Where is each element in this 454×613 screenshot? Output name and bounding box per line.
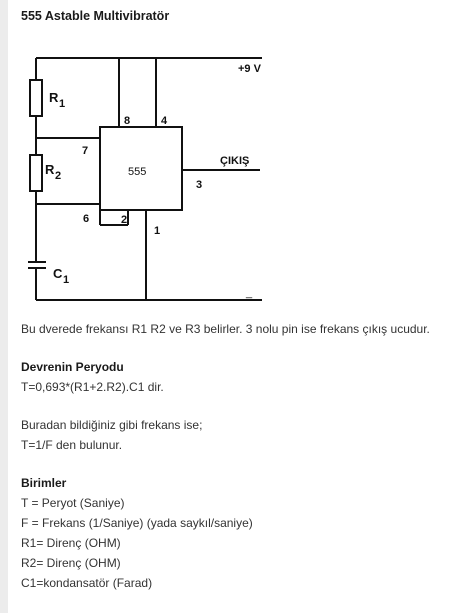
circuit-schematic — [18, 40, 284, 302]
units-item-period: T = Peryot (Saniye) — [21, 496, 125, 510]
units-item-r1: R1= Direnç (OHM) — [21, 536, 121, 550]
page-left-border — [0, 0, 8, 613]
c1-subscript: 1 — [63, 274, 70, 286]
units-item-frequency: F = Frekans (1/Saniye) (yada saykıl/saniye) — [21, 516, 253, 530]
period-heading: Devrenin Peryodu — [21, 360, 124, 374]
ground-label: _ — [246, 287, 253, 299]
pin7-label: 7 — [82, 145, 89, 157]
c1-label: C — [53, 266, 63, 281]
r2-label: R — [45, 162, 55, 177]
frequency-line-2: T=1/F den bulunur. — [21, 438, 123, 452]
vcc-label: +9 V — [238, 63, 261, 75]
pin2-label: 2 — [121, 214, 128, 226]
units-heading: Birimler — [21, 476, 67, 490]
r1-label: R — [49, 90, 59, 105]
intro-paragraph: Bu dverede frekansı R1 R2 ve R3 belirler. 3 nolu pin ise frekans çıkış ucudur. — [21, 322, 430, 336]
pin4-label: 4 — [161, 115, 168, 127]
pin6-label: 6 — [83, 213, 90, 225]
output-label: ÇIKIŞ — [220, 155, 250, 167]
pin1-label: 1 — [154, 225, 161, 237]
r2-subscript: 2 — [55, 170, 62, 182]
pin3-label: 3 — [196, 179, 203, 191]
ic-555-label: 555 — [128, 166, 147, 178]
units-item-r2: R2= Direnç (OHM) — [21, 556, 121, 570]
units-item-c1: C1=kondansatör (Farad) — [21, 576, 153, 590]
article-title: 555 Astable Multivibratör — [21, 9, 170, 23]
pin8-label: 8 — [124, 115, 131, 127]
period-formula: T=0,693*(R1+2.R2).C1 dir. — [21, 380, 164, 394]
frequency-line-1: Buradan bildiğiniz gibi frekans ise; — [21, 418, 203, 432]
r1-subscript: 1 — [59, 98, 66, 110]
